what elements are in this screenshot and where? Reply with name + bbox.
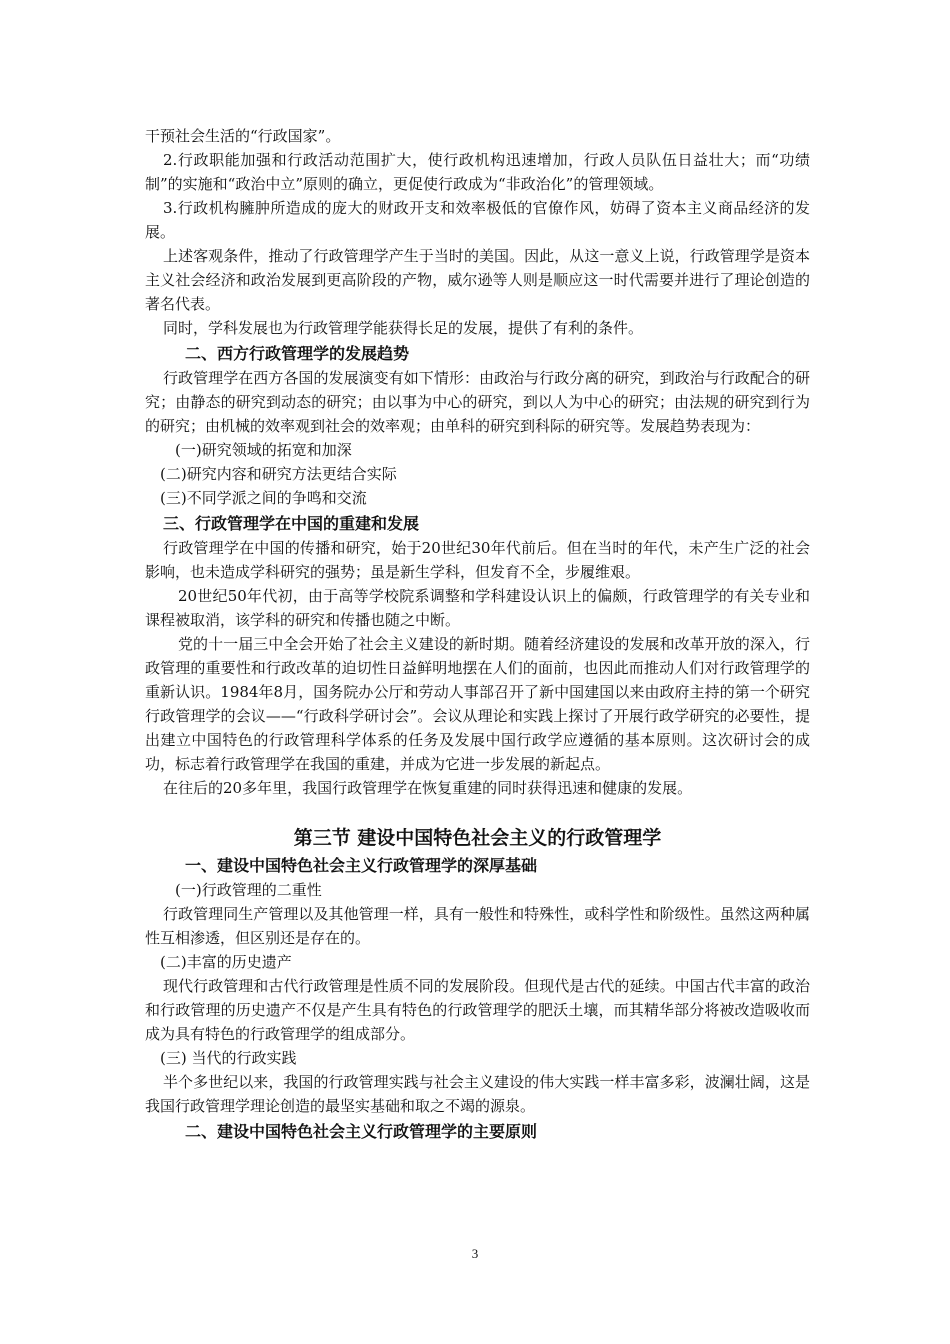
paragraph: 半个多世纪以来，我国的行政管理实践与社会主义建设的伟大实践一样丰富多彩，波澜壮阔，这是我国行政管理学理论创造的最坚实基础和取之不竭的源泉。 (145, 1073, 810, 1115)
subheading: (三) 当代的行政实践 (160, 1049, 297, 1067)
paragraph: 行政管理学在中国的传播和研究，始于20世纪30年代前后。但在当时的年代，未产生广泛的社会影响，也未造成学科研究的强势；虽是新生学科，但发育不全，步履维艰。 (145, 539, 810, 581)
paragraph: 20世纪50年代初，由于高等学校院系调整和学科建设认识上的偏颇，行政管理学的有关专业和课程被取消，该学科的研究和传播也随之中断。 (145, 587, 810, 629)
paragraph: 党的十一届三中全会开始了社会主义建设的新时期。随着经济建设的发展和改革开放的深入，行政管理的重要性和行政改革的迫切性日益鲜明地摆在人们的面前，也因此而推动人们对行政管理学的重新认识。1984年8月，国务院办公厅和劳动人事部召开了新中国建国以来由政府主持的第一个研究行政管理学的会议——“行政科学研讨会”。会议从理论和实践上探讨了开展行政学研究的必要性，提出建立中国特色的行政管理科学体系的任务及发展中国行政学应遵循的基本原则。这次研讨会的成功，标志着行政管理学在我国的重建，并成为它进一步发展的新起点。 (145, 635, 810, 773)
page-number: 3 (471, 1246, 479, 1261)
paragraph: 在往后的20多年里，我国行政管理学在恢复重建的同时获得迅速和健康的发展。 (163, 779, 693, 797)
section-heading: 二、建设中国特色社会主义行政管理学的主要原则 (185, 1122, 538, 1141)
chapter-section-title: 第三节 建设中国特色社会主义的行政管理学 (293, 827, 662, 849)
paragraph: 现代行政管理和古代行政管理是性质不同的发展阶段。但现代是古代的延续。中国古代丰富的政治和行政管理的历史遗产不仅是产生具有特色的行政管理学的肥沃土壤，而其精华部分将被改造吸收而成为具有特色的行政管理学的组成部分。 (145, 977, 810, 1043)
section-heading: 三、行政管理学在中国的重建和发展 (163, 514, 420, 533)
paragraph: 行政管理学在西方各国的发展演变有如下情形：由政治与行政分离的研究，到政治与行政配合的研究；由静态的研究到动态的研究；由以事为中心的研究，到以人为中心的研究；由法规的研究到行为的研究；由机械的效率观到社会的效率观；由单科的研究到科际的研究等。发展趋势表现为： (145, 369, 810, 435)
paragraph: 3.行政机构臃肿所造成的庞大的财政开支和效率极低的官僚作风，妨碍了资本主义商品经济的发展。 (145, 199, 810, 241)
subheading: (二)丰富的历史遗产 (160, 953, 292, 971)
paragraph: 行政管理同生产管理以及其他管理一样，具有一般性和特殊性，或科学性和阶级性。虽然这两种属性互相渗透，但区别还是存在的。 (145, 905, 810, 947)
paragraph: 干预社会生活的“行政国家”。 (145, 127, 341, 145)
list-item: (三)不同学派之间的争鸣和交流 (160, 489, 367, 507)
paragraph: 上述客观条件，推动了行政管理学产生于当时的美国。因此，从这一意义上说，行政管理学是资本主义社会经济和政治发展到更高阶段的产物，威尔逊等人则是顺应这一时代需要并进行了理论创造的著名代表。 (145, 247, 810, 313)
list-item: (二)研究内容和研究方法更结合实际 (160, 465, 397, 483)
section-heading: 一、建设中国特色社会主义行政管理学的深厚基础 (185, 856, 538, 875)
page-body (145, 124, 810, 1144)
subheading: (一)行政管理的二重性 (175, 881, 322, 899)
list-item: (一)研究领域的拓宽和加深 (175, 441, 352, 459)
section-heading: 二、西方行政管理学的发展趋势 (185, 344, 410, 363)
paragraph: 同时，学科发展也为行政管理学能获得长足的发展，提供了有利的条件。 (163, 319, 644, 337)
paragraph: 2.行政职能加强和行政活动范围扩大，使行政机构迅速增加，行政人员队伍日益壮大；而“功绩制”的实施和“政治中立”原则的确立，更促使行政成为“非政治化”的管理领域。 (145, 151, 810, 193)
